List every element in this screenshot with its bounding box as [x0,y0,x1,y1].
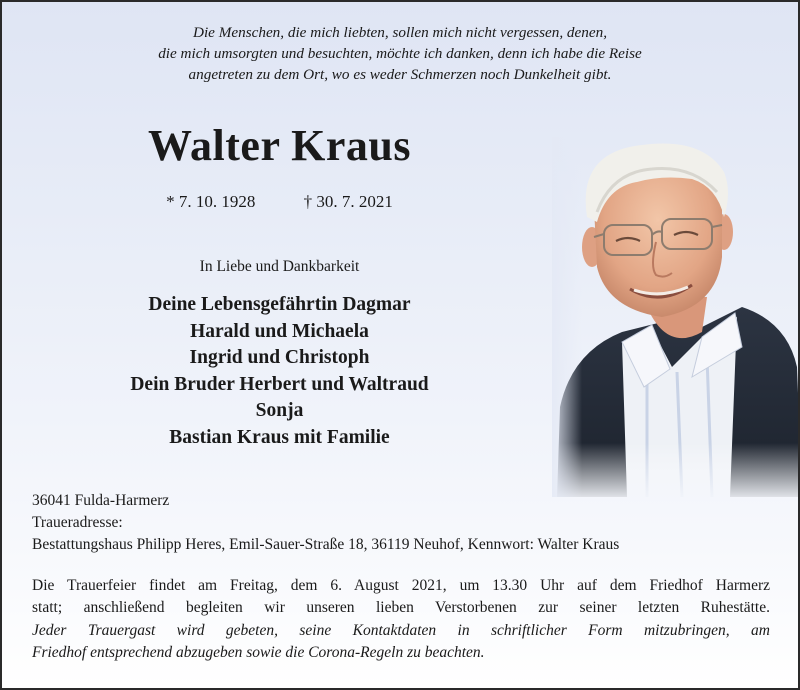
residence: 36041 Fulda-Harmerz [32,492,170,509]
corona-note-line: Friedhof entsprechend abzugeben sowie die Corona-Regeln zu beachten. [32,643,485,661]
mourners-list [2,292,557,451]
mourner: Ingrid und Christoph [189,347,370,368]
mourning-address-label: Traueradresse: [32,514,123,531]
death-date: † 30. 7. 2021 [303,192,393,211]
life-dates [2,192,557,212]
ceremony-info [32,575,770,664]
mourner: Deine Lebensgefährtin Dagmar [148,294,411,315]
mourner: Sonja [255,400,304,421]
mourners-intro: In Liebe und Dankbarkeit [199,258,360,275]
address-block [32,490,619,556]
mourning-address: Bestattungshaus Philipp Heres, Emil-Sauer-Straße 18, 36119 Neuhof, Kennwort: Walter Kraus [32,536,620,553]
ceremony-line: Die Trauerfeier findet am Freitag, dem 6. August 2021, um 13.30 Uhr auf dem Friedhof Harmerz [32,577,770,594]
corona-note-line: Jeder Trauergast wird gebeten, seine Kontaktdaten in schriftlicher Form mitzubringen, am [32,621,770,639]
ceremony-line: statt; anschließend begleiten wir unseren lieben Verstorbenen zur seiner letzten Ruhestätte. [32,599,770,617]
portrait-photo [552,137,800,497]
poem-line: angetreten zu dem Ort, wo es weder Schmerzen noch Dunkelheit gibt. [188,66,612,83]
mourner: Bastian Kraus mit Familie [169,426,390,448]
poem-line: die mich umsorgten und besuchten, möchte ich danken, denn ich habe die Reise [158,45,642,62]
birth-date: * 7. 10. 1928 [166,192,256,211]
mourner: Harald und Michaela [190,320,369,342]
poem [2,22,798,85]
poem-line: Die Menschen, die mich liebten, sollen mich nicht vergessen, denen, [192,24,607,41]
deceased-name: Walter Kraus [147,121,412,170]
mourner: Dein Bruder Herbert und Waltraud [130,373,429,395]
